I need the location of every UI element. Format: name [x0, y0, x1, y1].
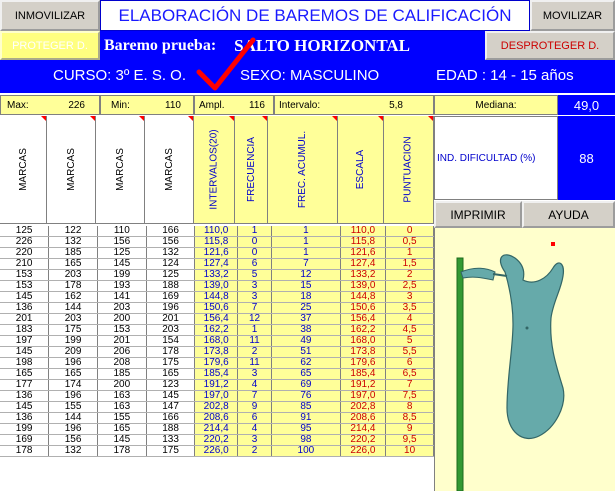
cell-puntuacion[interactable]: 6: [386, 358, 434, 369]
cell-marca-1[interactable]: 136: [0, 413, 49, 424]
cell-marca-3[interactable]: 206: [97, 347, 146, 358]
cell-frec-acumul[interactable]: 62: [272, 358, 340, 369]
cell-marca-1[interactable]: 178: [0, 446, 49, 457]
header-marcas-1: MARCAS: [0, 116, 47, 224]
table-row: [0, 358, 434, 369]
cell-marca-1[interactable]: 198: [0, 358, 49, 369]
cell-marca-1[interactable]: 220: [0, 248, 49, 259]
intervalo-cell: [274, 95, 434, 115]
cell-escala[interactable]: 202,8: [340, 402, 386, 413]
header-marcas-2: MARCAS: [47, 116, 96, 224]
table-row: [0, 281, 434, 292]
cell-puntuacion[interactable]: 9,5: [386, 435, 434, 446]
cell-marca-4[interactable]: 133: [146, 435, 195, 446]
cell-marca-2[interactable]: 203: [49, 314, 98, 325]
cell-marca-1[interactable]: 210: [0, 259, 49, 270]
cell-frec-acumul[interactable]: 12: [272, 270, 340, 281]
cell-frecuencia[interactable]: 9: [237, 402, 271, 413]
cell-marca-2[interactable]: 144: [49, 303, 98, 314]
cell-puntuacion[interactable]: 3,5: [386, 303, 434, 314]
baremo-table: [0, 226, 434, 457]
cell-puntuacion[interactable]: 0,5: [386, 237, 434, 248]
cell-marca-1[interactable]: 165: [0, 369, 49, 380]
cell-marca-3[interactable]: 163: [97, 402, 146, 413]
min-value: 110: [165, 99, 181, 111]
cell-marca-2[interactable]: 209: [49, 347, 98, 358]
cell-intervalo[interactable]: 214,4: [195, 424, 238, 435]
cell-frec-acumul[interactable]: 1: [272, 248, 340, 259]
table-row: [0, 380, 434, 391]
cell-marca-3[interactable]: 145: [97, 435, 146, 446]
cell-intervalo[interactable]: 110,0: [195, 226, 238, 237]
cell-escala[interactable]: 150,6: [340, 303, 386, 314]
cell-escala[interactable]: 133,2: [340, 270, 386, 281]
movilizar-button[interactable]: MOVILIZAR: [530, 0, 615, 31]
cell-marca-3[interactable]: 153: [97, 325, 146, 336]
cell-frecuencia[interactable]: 2: [237, 347, 271, 358]
cell-marca-1[interactable]: 136: [0, 391, 49, 402]
cell-marca-2[interactable]: 132: [49, 237, 98, 248]
cell-puntuacion[interactable]: 4: [386, 314, 434, 325]
cell-frecuencia[interactable]: 5: [237, 270, 271, 281]
cell-escala[interactable]: 179,6: [340, 358, 386, 369]
baremo-bar: [100, 31, 485, 60]
cell-intervalo[interactable]: 144,8: [195, 292, 238, 303]
cell-escala[interactable]: 115,8: [340, 237, 386, 248]
table-row: [0, 259, 434, 270]
app-title: ELABORACIÓN DE BAREMOS DE CALIFICACIÓN: [100, 0, 530, 31]
cell-frecuencia[interactable]: 3: [237, 292, 271, 303]
cell-puntuacion[interactable]: 4,5: [386, 325, 434, 336]
cell-frecuencia[interactable]: 1: [237, 226, 271, 237]
cell-marca-3[interactable]: 165: [97, 424, 146, 435]
table-row: [0, 248, 434, 259]
info-bar: [0, 60, 615, 93]
cell-escala[interactable]: 173,8: [340, 347, 386, 358]
cell-frec-acumul[interactable]: 100: [272, 446, 340, 457]
cell-marca-4[interactable]: 165: [146, 369, 195, 380]
cell-escala[interactable]: 110,0: [340, 226, 386, 237]
cell-puntuacion[interactable]: 2,5: [386, 281, 434, 292]
cell-frecuencia[interactable]: 12: [237, 314, 271, 325]
cell-marca-1[interactable]: 183: [0, 325, 49, 336]
cell-frecuencia[interactable]: 11: [237, 336, 271, 347]
ampl-cell: [194, 95, 274, 115]
cell-puntuacion[interactable]: 2: [386, 270, 434, 281]
cell-marca-4[interactable]: 178: [146, 347, 195, 358]
cell-marca-2[interactable]: 196: [49, 391, 98, 402]
cell-frecuencia[interactable]: 4: [237, 424, 271, 435]
header-intervalos: INTERVALOS(20): [194, 116, 235, 224]
cell-frecuencia[interactable]: 2: [237, 446, 271, 457]
cell-marca-2[interactable]: 132: [49, 446, 98, 457]
cell-marca-1[interactable]: 199: [0, 424, 49, 435]
cell-marca-3[interactable]: 155: [97, 413, 146, 424]
ampl-label: Ampl.: [199, 99, 225, 111]
cell-intervalo[interactable]: 220,2: [195, 435, 238, 446]
min-cell: [100, 95, 194, 115]
cell-escala[interactable]: 139,0: [340, 281, 386, 292]
table-header: [0, 116, 434, 224]
header-puntuacion: PUNTUACION: [384, 116, 434, 224]
cell-escala[interactable]: 185,4: [340, 369, 386, 380]
cell-marca-4[interactable]: 196: [146, 303, 195, 314]
cell-intervalo[interactable]: 226,0: [195, 446, 238, 457]
cell-marca-2[interactable]: 199: [49, 336, 98, 347]
cell-marca-2[interactable]: 162: [49, 292, 98, 303]
cell-intervalo[interactable]: 168,0: [195, 336, 238, 347]
edad-label: EDAD : 14 - 15 años: [436, 67, 574, 84]
cell-puntuacion[interactable]: 5,5: [386, 347, 434, 358]
cell-frec-acumul[interactable]: 91: [272, 413, 340, 424]
cell-marca-3[interactable]: 199: [97, 270, 146, 281]
cell-marca-2[interactable]: 165: [49, 369, 98, 380]
mediana-value: 49,0: [558, 95, 615, 115]
cell-escala[interactable]: 162,2: [340, 325, 386, 336]
cell-marca-2[interactable]: 156: [49, 435, 98, 446]
cell-escala[interactable]: 191,2: [340, 380, 386, 391]
proteger-button[interactable]: PROTEGER D.: [0, 31, 100, 60]
cell-marca-1[interactable]: 145: [0, 292, 49, 303]
cell-marca-4[interactable]: 175: [146, 358, 195, 369]
cell-marca-1[interactable]: 145: [0, 347, 49, 358]
cell-puntuacion[interactable]: 1: [386, 248, 434, 259]
cell-frec-acumul[interactable]: 25: [272, 303, 340, 314]
cell-escala[interactable]: 144,8: [340, 292, 386, 303]
figure-panel: [434, 228, 615, 491]
cell-marca-1[interactable]: 136: [0, 303, 49, 314]
cell-marca-1[interactable]: 169: [0, 435, 49, 446]
header-marcas-3: MARCAS: [96, 116, 145, 224]
ind-dificultad-label: IND. DIFICULTAD (%): [437, 152, 536, 164]
cell-frecuencia[interactable]: 0: [237, 248, 271, 259]
header-marcas-4: MARCAS: [145, 116, 194, 224]
cell-frec-acumul[interactable]: 38: [272, 325, 340, 336]
table-row: [0, 402, 434, 413]
mediana-cell: [434, 95, 558, 115]
cell-marca-1[interactable]: 153: [0, 281, 49, 292]
table-row: [0, 303, 434, 314]
cell-marca-3[interactable]: 208: [97, 358, 146, 369]
cell-frec-acumul[interactable]: 65: [272, 369, 340, 380]
ayuda-button[interactable]: AYUDA: [522, 201, 615, 228]
cell-marca-3[interactable]: 110: [97, 226, 146, 237]
cell-frecuencia[interactable]: 1: [237, 325, 271, 336]
cell-intervalo[interactable]: 202,8: [195, 402, 238, 413]
cell-puntuacion[interactable]: 3: [386, 292, 434, 303]
cell-frecuencia[interactable]: 3: [237, 281, 271, 292]
cell-puntuacion[interactable]: 1,5: [386, 259, 434, 270]
cell-marca-4[interactable]: 124: [146, 259, 195, 270]
cell-marca-1[interactable]: 153: [0, 270, 49, 281]
mediana-label: Mediana:: [475, 99, 517, 111]
cell-marca-2[interactable]: 196: [49, 424, 98, 435]
cell-puntuacion[interactable]: 0: [386, 226, 434, 237]
inmovilizar-button[interactable]: INMOVILIZAR: [0, 0, 100, 31]
table-row: [0, 369, 434, 380]
cell-marca-2[interactable]: 185: [49, 248, 98, 259]
table-row: [0, 336, 434, 347]
cell-marca-4[interactable]: 145: [146, 391, 195, 402]
cell-intervalo[interactable]: 156,4: [195, 314, 238, 325]
cell-intervalo[interactable]: 121,6: [195, 248, 238, 259]
intervalo-label: Intervalo:: [279, 99, 321, 111]
cell-marca-2[interactable]: 203: [49, 270, 98, 281]
cell-intervalo[interactable]: 115,8: [195, 237, 238, 248]
baremo-label: Baremo prueba:: [104, 36, 217, 54]
cell-puntuacion[interactable]: 7: [386, 380, 434, 391]
table-row: [0, 391, 434, 402]
table-row: [0, 292, 434, 303]
max-value: 226: [68, 99, 85, 111]
cell-frec-acumul[interactable]: 7: [272, 259, 340, 270]
cell-frecuencia[interactable]: 0: [237, 237, 271, 248]
cell-marca-3[interactable]: 178: [97, 446, 146, 457]
cell-frec-acumul[interactable]: 69: [272, 380, 340, 391]
cell-marca-3[interactable]: 200: [97, 380, 146, 391]
cell-frecuencia[interactable]: 6: [237, 259, 271, 270]
cell-marca-3[interactable]: 163: [97, 391, 146, 402]
cell-marca-1[interactable]: 201: [0, 314, 49, 325]
cell-marca-1[interactable]: 145: [0, 402, 49, 413]
cell-marca-4[interactable]: 175: [146, 446, 195, 457]
intervalo-value: 5,8: [389, 99, 403, 111]
cell-intervalo[interactable]: 162,2: [195, 325, 238, 336]
cell-frecuencia[interactable]: 3: [237, 435, 271, 446]
cell-marca-3[interactable]: 125: [97, 248, 146, 259]
cell-escala[interactable]: 226,0: [340, 446, 386, 457]
table-row: [0, 325, 434, 336]
cell-escala[interactable]: 214,4: [340, 424, 386, 435]
cell-marca-2[interactable]: 175: [49, 325, 98, 336]
cell-frec-acumul[interactable]: 98: [272, 435, 340, 446]
cell-marca-2[interactable]: 144: [49, 413, 98, 424]
cell-marca-2[interactable]: 196: [49, 358, 98, 369]
cell-escala[interactable]: 197,0: [340, 391, 386, 402]
cell-marca-4[interactable]: 125: [146, 270, 195, 281]
cell-marca-4[interactable]: 166: [146, 413, 195, 424]
ind-dificultad-label-cell: [434, 116, 558, 200]
curso-label: CURSO: 3º E. S. O.: [53, 67, 187, 84]
cell-intervalo[interactable]: 127,4: [195, 259, 238, 270]
cell-intervalo[interactable]: 179,6: [195, 358, 238, 369]
cell-escala[interactable]: 121,6: [340, 248, 386, 259]
cell-frec-acumul[interactable]: 95: [272, 424, 340, 435]
ind-dificultad-value: 88: [558, 116, 615, 200]
cell-marca-4[interactable]: 132: [146, 248, 195, 259]
cell-intervalo[interactable]: 139,0: [195, 281, 238, 292]
cell-marca-1[interactable]: 125: [0, 226, 49, 237]
header-escala: ESCALA: [338, 116, 384, 224]
cell-escala[interactable]: 220,2: [340, 435, 386, 446]
cell-marca-2[interactable]: 155: [49, 402, 98, 413]
table-row: [0, 435, 434, 446]
max-cell: [0, 95, 100, 115]
cell-frec-acumul[interactable]: 18: [272, 292, 340, 303]
cell-marca-3[interactable]: 203: [97, 303, 146, 314]
cell-intervalo[interactable]: 185,4: [195, 369, 238, 380]
baremo-value: SALTO HORIZONTAL: [234, 35, 411, 55]
cell-marca-3[interactable]: 201: [97, 336, 146, 347]
cell-puntuacion[interactable]: 8: [386, 402, 434, 413]
cell-marca-3[interactable]: 141: [97, 292, 146, 303]
imprimir-button[interactable]: IMPRIMIR: [434, 201, 522, 228]
table-row: [0, 424, 434, 435]
cell-marca-1[interactable]: 226: [0, 237, 49, 248]
cell-marca-4[interactable]: 156: [146, 237, 195, 248]
cell-marca-4[interactable]: 188: [146, 424, 195, 435]
cell-frec-acumul[interactable]: 15: [272, 281, 340, 292]
cell-intervalo[interactable]: 150,6: [195, 303, 238, 314]
cell-marca-1[interactable]: 197: [0, 336, 49, 347]
cell-intervalo[interactable]: 197,0: [195, 391, 238, 402]
cell-puntuacion[interactable]: 6,5: [386, 369, 434, 380]
jumper-figure-icon: [435, 228, 615, 491]
header-frecuencia: FRECUENCIA: [235, 116, 268, 224]
cell-marca-3[interactable]: 200: [97, 314, 146, 325]
cell-frec-acumul[interactable]: 1: [272, 237, 340, 248]
cell-marca-2[interactable]: 165: [49, 259, 98, 270]
cell-marca-4[interactable]: 201: [146, 314, 195, 325]
cell-marca-4[interactable]: 147: [146, 402, 195, 413]
cell-marca-4[interactable]: 166: [146, 226, 195, 237]
sexo-label: SEXO: MASCULINO: [240, 67, 380, 84]
cell-intervalo[interactable]: 133,2: [195, 270, 238, 281]
cell-marca-1[interactable]: 177: [0, 380, 49, 391]
cell-marca-3[interactable]: 145: [97, 259, 146, 270]
cell-marca-3[interactable]: 156: [97, 237, 146, 248]
cell-frecuencia[interactable]: 7: [237, 303, 271, 314]
header-frec-acumul: FREC. ACUMUL.: [268, 116, 338, 224]
cell-marca-4[interactable]: 203: [146, 325, 195, 336]
cell-frec-acumul[interactable]: 1: [272, 226, 340, 237]
cell-frec-acumul[interactable]: 85: [272, 402, 340, 413]
table-row: [0, 446, 434, 457]
table-row: [0, 237, 434, 248]
cell-frecuencia[interactable]: 11: [237, 358, 271, 369]
cell-puntuacion[interactable]: 9: [386, 424, 434, 435]
cell-marca-2[interactable]: 122: [49, 226, 98, 237]
cell-escala[interactable]: 127,4: [340, 259, 386, 270]
cell-puntuacion[interactable]: 7,5: [386, 391, 434, 402]
cell-escala[interactable]: 168,0: [340, 336, 386, 347]
cell-escala[interactable]: 156,4: [340, 314, 386, 325]
cell-frecuencia[interactable]: 6: [237, 413, 271, 424]
cell-marca-2[interactable]: 174: [49, 380, 98, 391]
cell-escala[interactable]: 208,6: [340, 413, 386, 424]
ampl-value: 116: [249, 99, 265, 111]
cell-intervalo[interactable]: 173,8: [195, 347, 238, 358]
cell-frecuencia[interactable]: 4: [237, 380, 271, 391]
checkmark-icon: [195, 36, 257, 92]
max-label: Max:: [7, 99, 29, 111]
cell-puntuacion[interactable]: 5: [386, 336, 434, 347]
cell-frecuencia[interactable]: 3: [237, 369, 271, 380]
cell-marca-2[interactable]: 178: [49, 281, 98, 292]
desproteger-button[interactable]: DESPROTEGER D.: [485, 31, 615, 60]
table-row: [0, 347, 434, 358]
table-row: [0, 270, 434, 281]
cell-frecuencia[interactable]: 7: [237, 391, 271, 402]
cell-intervalo[interactable]: 191,2: [195, 380, 238, 391]
table-row: [0, 226, 434, 237]
table-row: [0, 314, 434, 325]
cell-marca-4[interactable]: 154: [146, 336, 195, 347]
min-label: Min:: [111, 99, 130, 111]
cell-marca-4[interactable]: 123: [146, 380, 195, 391]
cell-marca-3[interactable]: 185: [97, 369, 146, 380]
cell-intervalo[interactable]: 208,6: [195, 413, 238, 424]
cell-marca-4[interactable]: 169: [146, 292, 195, 303]
cell-frec-acumul[interactable]: 49: [272, 336, 340, 347]
cell-puntuacion[interactable]: 8,5: [386, 413, 434, 424]
cell-frec-acumul[interactable]: 76: [272, 391, 340, 402]
cell-frec-acumul[interactable]: 51: [272, 347, 340, 358]
cell-puntuacion[interactable]: 10: [386, 446, 434, 457]
cell-marca-4[interactable]: 188: [146, 281, 195, 292]
table-row: [0, 413, 434, 424]
cell-marca-3[interactable]: 193: [97, 281, 146, 292]
cell-frec-acumul[interactable]: 37: [272, 314, 340, 325]
